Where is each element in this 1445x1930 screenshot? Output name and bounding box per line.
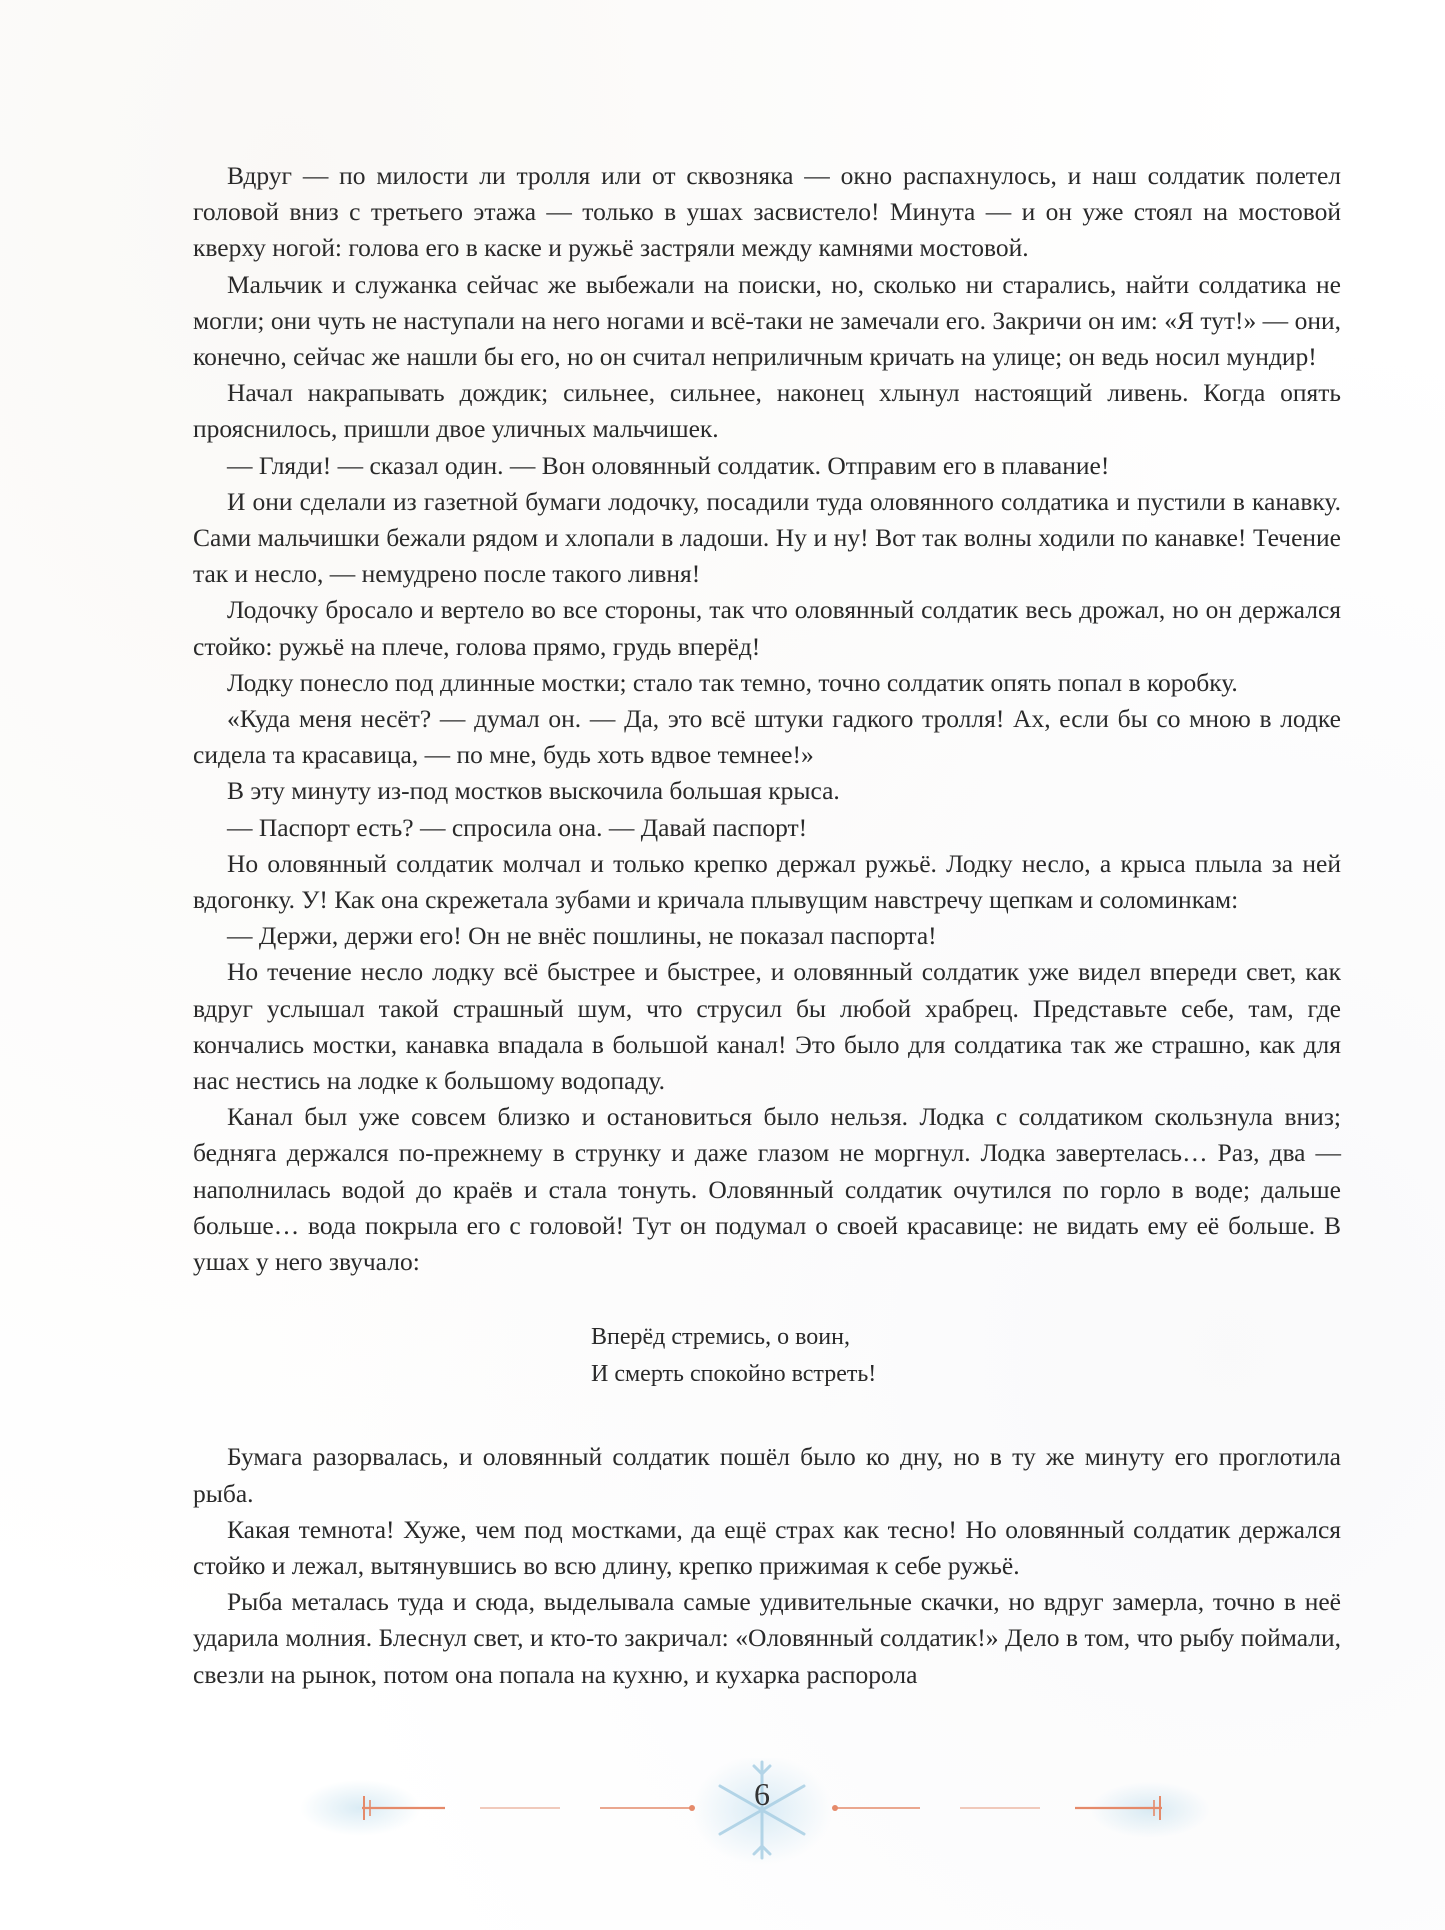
paragraph: Рыба металась туда и сюда, выделывала самые удивительные скачки, но вдруг замерла, точно в неё ударила молния. Блеснул свет, и кто-то закричал: «Оловянный солдатик!» Дело в том, что рыбу поймали, свезли на рынок, потом она попала на кухню, и кухарка распорола bbox=[193, 1587, 1341, 1689]
paragraph: «Куда меня несёт? — думал он. — Да, это всё штуки гадкого тролля! Ах, если бы со мною в лодке сидела та красавица, — по мне, будь хоть вдвое темнее!» bbox=[193, 704, 1341, 770]
paragraph: Канал был уже совсем близко и остановиться было нельзя. Лодка с солдатиком скользнула вниз; бедняга держался по-прежнему в струнку и даже глазом не моргнул. Лодка завертелась… Раз, два — наполнилась водой до краёв и стала тонуть. Оловянный солдатик очутился по горло в воде; дальше больше… вода покрыла его с головой! Тут он подумал о своей красавице: не видать ему её больше. В ушах у него звучало: bbox=[193, 1102, 1341, 1277]
poem bbox=[193, 1319, 1341, 1393]
main-text bbox=[193, 158, 1341, 1693]
glow-right bbox=[1090, 1782, 1210, 1838]
paragraph: — Держи, держи его! Он не внёс пошлины, не показал паспорта! bbox=[227, 921, 937, 951]
paragraph: — Паспорт есть? — спросила она. — Давай паспорт! bbox=[227, 812, 808, 842]
paragraph: Но оловянный солдатик молчал и только крепко держал ружьё. Лодку несло, а крыса плыла за ней вдогонку. У! Как она скрежетала зубами и кричала плывущим навстречу щепкам и соломинкам: bbox=[193, 848, 1341, 915]
poem-line: И смерть спокойно встреть! bbox=[591, 1361, 877, 1388]
paragraph: Лодку понесло под длинные мостки; стало так темно, точно солдатик опять попал в коробку. bbox=[227, 667, 1238, 697]
paragraph: — Гляди! — сказал один. — Вон оловянный солдатик. Отправим его в плавание! bbox=[227, 450, 1110, 480]
paragraph: Какая темнота! Хуже, чем под мостками, да ещё страх как тесно! Но оловянный солдатик держался стойко и лежал, вытянувшись во всю длину, крепко прижимая к себе ружьё. bbox=[193, 1514, 1341, 1580]
page-footer bbox=[0, 1758, 1445, 1878]
paragraph: Мальчик и служанка сейчас же выбежали на поиски, но, сколько ни старались, найти солдатика не могли; они чуть не наступали на него ногами и всё-таки не замечали его. Закричи он им: «Я тут!» — они, конечно, сейчас же нашли бы его, но он считал неприличным кричать на улице; он ведь носил мундир! bbox=[193, 269, 1341, 372]
paragraph: Но течение несло лодку всё быстрее и быстрее, и оловянный солдатик уже видел впереди свет, как вдруг услышал такой страшный шум, что струсил бы любой храбрец. Представьте себе, там, где кончались мостки, канавка впадала в большой канал! Это было для солдатика так же страшно, как для нас нестись на лодке к большому водопаду. bbox=[193, 957, 1341, 1096]
poem-line: Вперёд стремись, о воин, bbox=[591, 1324, 850, 1351]
paragraph: В эту минуту из-под мостков выскочила большая крыса. bbox=[227, 776, 840, 806]
page-number: 6 bbox=[754, 1776, 770, 1812]
paragraph: И они сделали из газетной бумаги лодочку, посадили туда оловянного солдатика и пустили в канавку. Сами мальчишки бежали рядом и хлопали в ладоши. Ну и ну! Вот так волны ходили по канавке! Течение так и несло, — немудрено после такого ливня! bbox=[193, 486, 1341, 589]
paragraph: Лодочку бросало и вертело во все стороны, так что оловянный солдатик весь дрожал, но он держался стойко: ружьё на плече, голова прямо, грудь вперёд! bbox=[193, 595, 1341, 661]
paragraph: Бумага разорвалась, и оловянный солдатик пошёл было ко дну, но в ту же минуту его проглотила рыба. bbox=[193, 1442, 1341, 1508]
paragraph: Вдруг — по милости ли тролля или от сквозняка — окно распахнулось, и наш солдатик полетел головой вниз с третьего этажа — только в ушах засвистело! Минута — и он уже стоял на мостовой кверху ногой: голова его в каске и ружьё застряли между камнями мостовой. bbox=[193, 161, 1341, 263]
paragraph: Начал накрапывать дождик; сильнее, сильнее, наконец хлынул настоящий ливень. Когда опять прояснилось, пришли двое уличных мальчишек. bbox=[193, 378, 1341, 444]
